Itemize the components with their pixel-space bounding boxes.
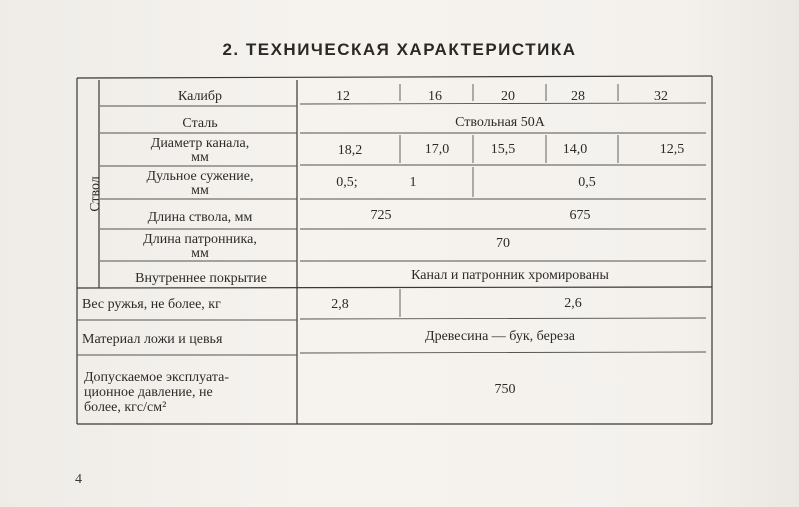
caliber-value: 28 (571, 89, 585, 104)
caliber-value: 16 (428, 89, 442, 104)
steel-label: Сталь (182, 116, 218, 131)
bore-diameter-unit: мм (191, 150, 209, 165)
weight-label: Вес ружья, не более, кг (82, 297, 221, 312)
choke-value: 0,5 (578, 175, 596, 190)
page-number: 4 (75, 472, 82, 487)
choke-unit: мм (191, 183, 209, 198)
chamber-length-value: 70 (496, 236, 510, 251)
pressure-label: ционное давление, не (84, 385, 213, 400)
inner-coating-value: Канал и патронник хромированы (411, 268, 609, 283)
barrel-length-value: 725 (370, 208, 392, 223)
bore-diameter-value: 18,2 (337, 143, 363, 158)
barrel-group-label: Ствол (88, 176, 103, 212)
stock-material-label: Материал ложи и цевья (82, 332, 223, 347)
pressure-label: Допускаемое эксплуата- (84, 370, 230, 385)
bore-diameter-value: 14,0 (562, 142, 588, 157)
pressure-value: 750 (494, 382, 516, 397)
bore-diameter-label: Диаметр канала, (150, 136, 250, 151)
weight-value: 2,6 (564, 296, 582, 311)
barrel-length-label: Длина ствола, мм (147, 210, 253, 225)
weight-value: 2,8 (331, 297, 349, 312)
caliber-label: Калибр (177, 89, 223, 104)
choke-value: 1 (409, 175, 417, 190)
stock-material-value: Древесина — бук, береза (425, 329, 575, 344)
bore-diameter-value: 15,5 (490, 142, 516, 157)
bore-diameter-value: 12,5 (659, 142, 685, 157)
choke-value: 0,5; (336, 175, 358, 190)
caliber-value: 12 (336, 89, 350, 104)
choke-label: Дульное сужение, (146, 169, 254, 184)
chamber-length-unit: мм (191, 246, 209, 261)
steel-value: Ствольная 50А (455, 115, 545, 130)
section-title: 2. ТЕХНИЧЕСКАЯ ХАРАКТЕРИСТИКА (222, 40, 577, 59)
bore-diameter-value: 17,0 (424, 142, 450, 157)
inner-coating-label: Внутреннее покрытие (135, 271, 267, 286)
barrel-length-value: 675 (569, 208, 591, 223)
caliber-value: 32 (654, 89, 668, 104)
pressure-unit: более, кгс/см² (84, 400, 167, 415)
caliber-value: 20 (501, 89, 515, 104)
chamber-length-label: Длина патронника, (143, 232, 257, 247)
